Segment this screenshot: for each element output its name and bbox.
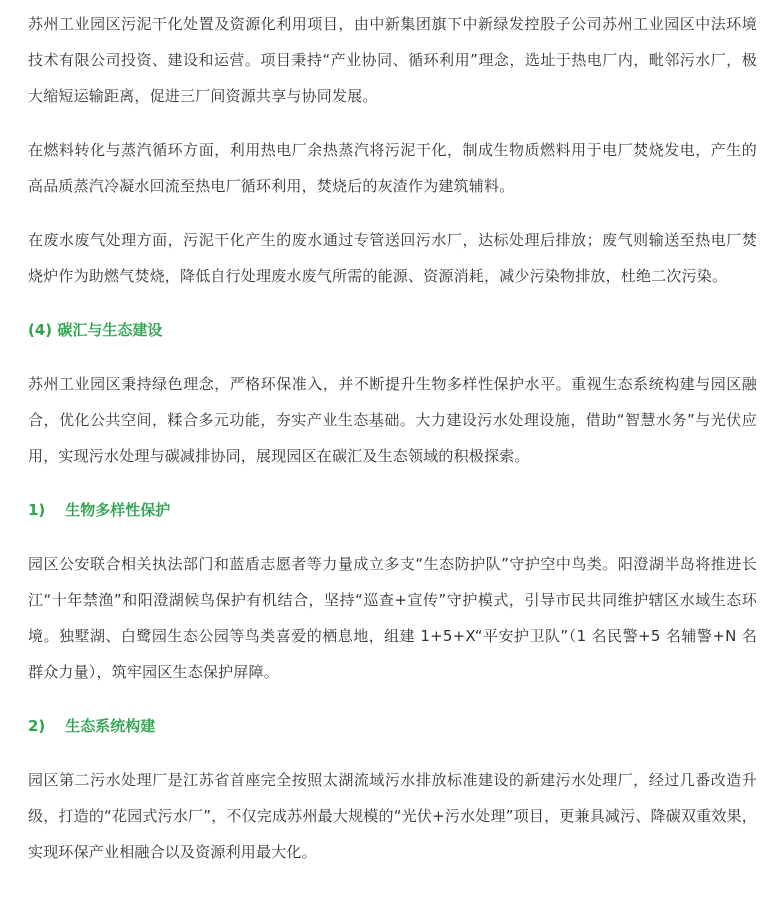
paragraph-wastewater-gas: 在废水废气处理方面，污泥干化产生的废水通过专管送回污水厂，达标处理后排放；废气则输送至热电厂焚烧炉作为助燃气焚烧，降低自行处理废水废气所需的能源、资源消耗，减少污染物排放，杜绝二次污染。	[28, 231, 757, 285]
subheading-number: 1)	[28, 501, 46, 519]
subheading-number: 2)	[28, 717, 46, 735]
subheading-title: 生物多样性保护	[65, 501, 171, 519]
paragraph-bird-protection: 园区公安联合相关执法部门和蓝盾志愿者等力量成立多支“生态防护队”守护空中鸟类。阳澄湖半岛将推进长江“十年禁渔”和阳澄湖候鸟保护有机结合，坚持“巡查+宣传”守护模式，引导市民共同维护辖区水域生态环境。独墅湖、白鹭园生态公园等鸟类喜爱的栖息地，组建 1+5+X“平安护卫队”（1 名民警+5 名辅警+N 名群众力量），筑牢园区生态保护屏障。	[28, 555, 757, 681]
subheading-ecosystem	[28, 708, 757, 744]
paragraph-sludge-project: 苏州工业园区污泥干化处置及资源化利用项目，由中新集团旗下中新绿发控股子公司苏州工业园区中法环境技术有限公司投资、建设和运营。项目秉持“产业协同、循环利用”理念，选址于热电厂内，毗邻污水厂，极大缩短运输距离，促进三厂间资源共享与协同发展。	[28, 15, 757, 105]
subheading-biodiversity	[28, 492, 757, 528]
paragraph-second-wwtp: 园区第二污水处理厂是江苏省首座完全按照太湖流域污水排放标准建设的新建污水处理厂，经过几番改造升级，打造的“花园式污水厂”，不仅完成苏州最大规模的“光伏+污水处理”项目，更兼具减污、降碳双重效果，实现环保产业相融合以及资源利用最大化。	[28, 771, 757, 861]
paragraph-fuel-steam-cycle: 在燃料转化与蒸汽循环方面，利用热电厂余热蒸汽将污泥干化，制成生物质燃料用于电厂焚烧发电，产生的高品质蒸汽冷凝水回流至热电厂循环利用，焚烧后的灰渣作为建筑辅料。	[28, 141, 757, 195]
subheading-title: 生态系统构建	[65, 717, 156, 735]
paragraph-green-park: 苏州工业园区秉持绿色理念，严格环保准入，并不断提升生物多样性保护水平。重视生态系统构建与园区融合，优化公共空间，糅合多元功能，夯实产业生态基础。大力建设污水处理设施，借助“智慧水务”与光伏应用，实现污水处理与碳减排协同，展现园区在碳汇及生态领域的积极探索。	[28, 375, 757, 465]
section-heading-carbon-sink: (4) 碳汇与生态建设	[28, 321, 163, 339]
